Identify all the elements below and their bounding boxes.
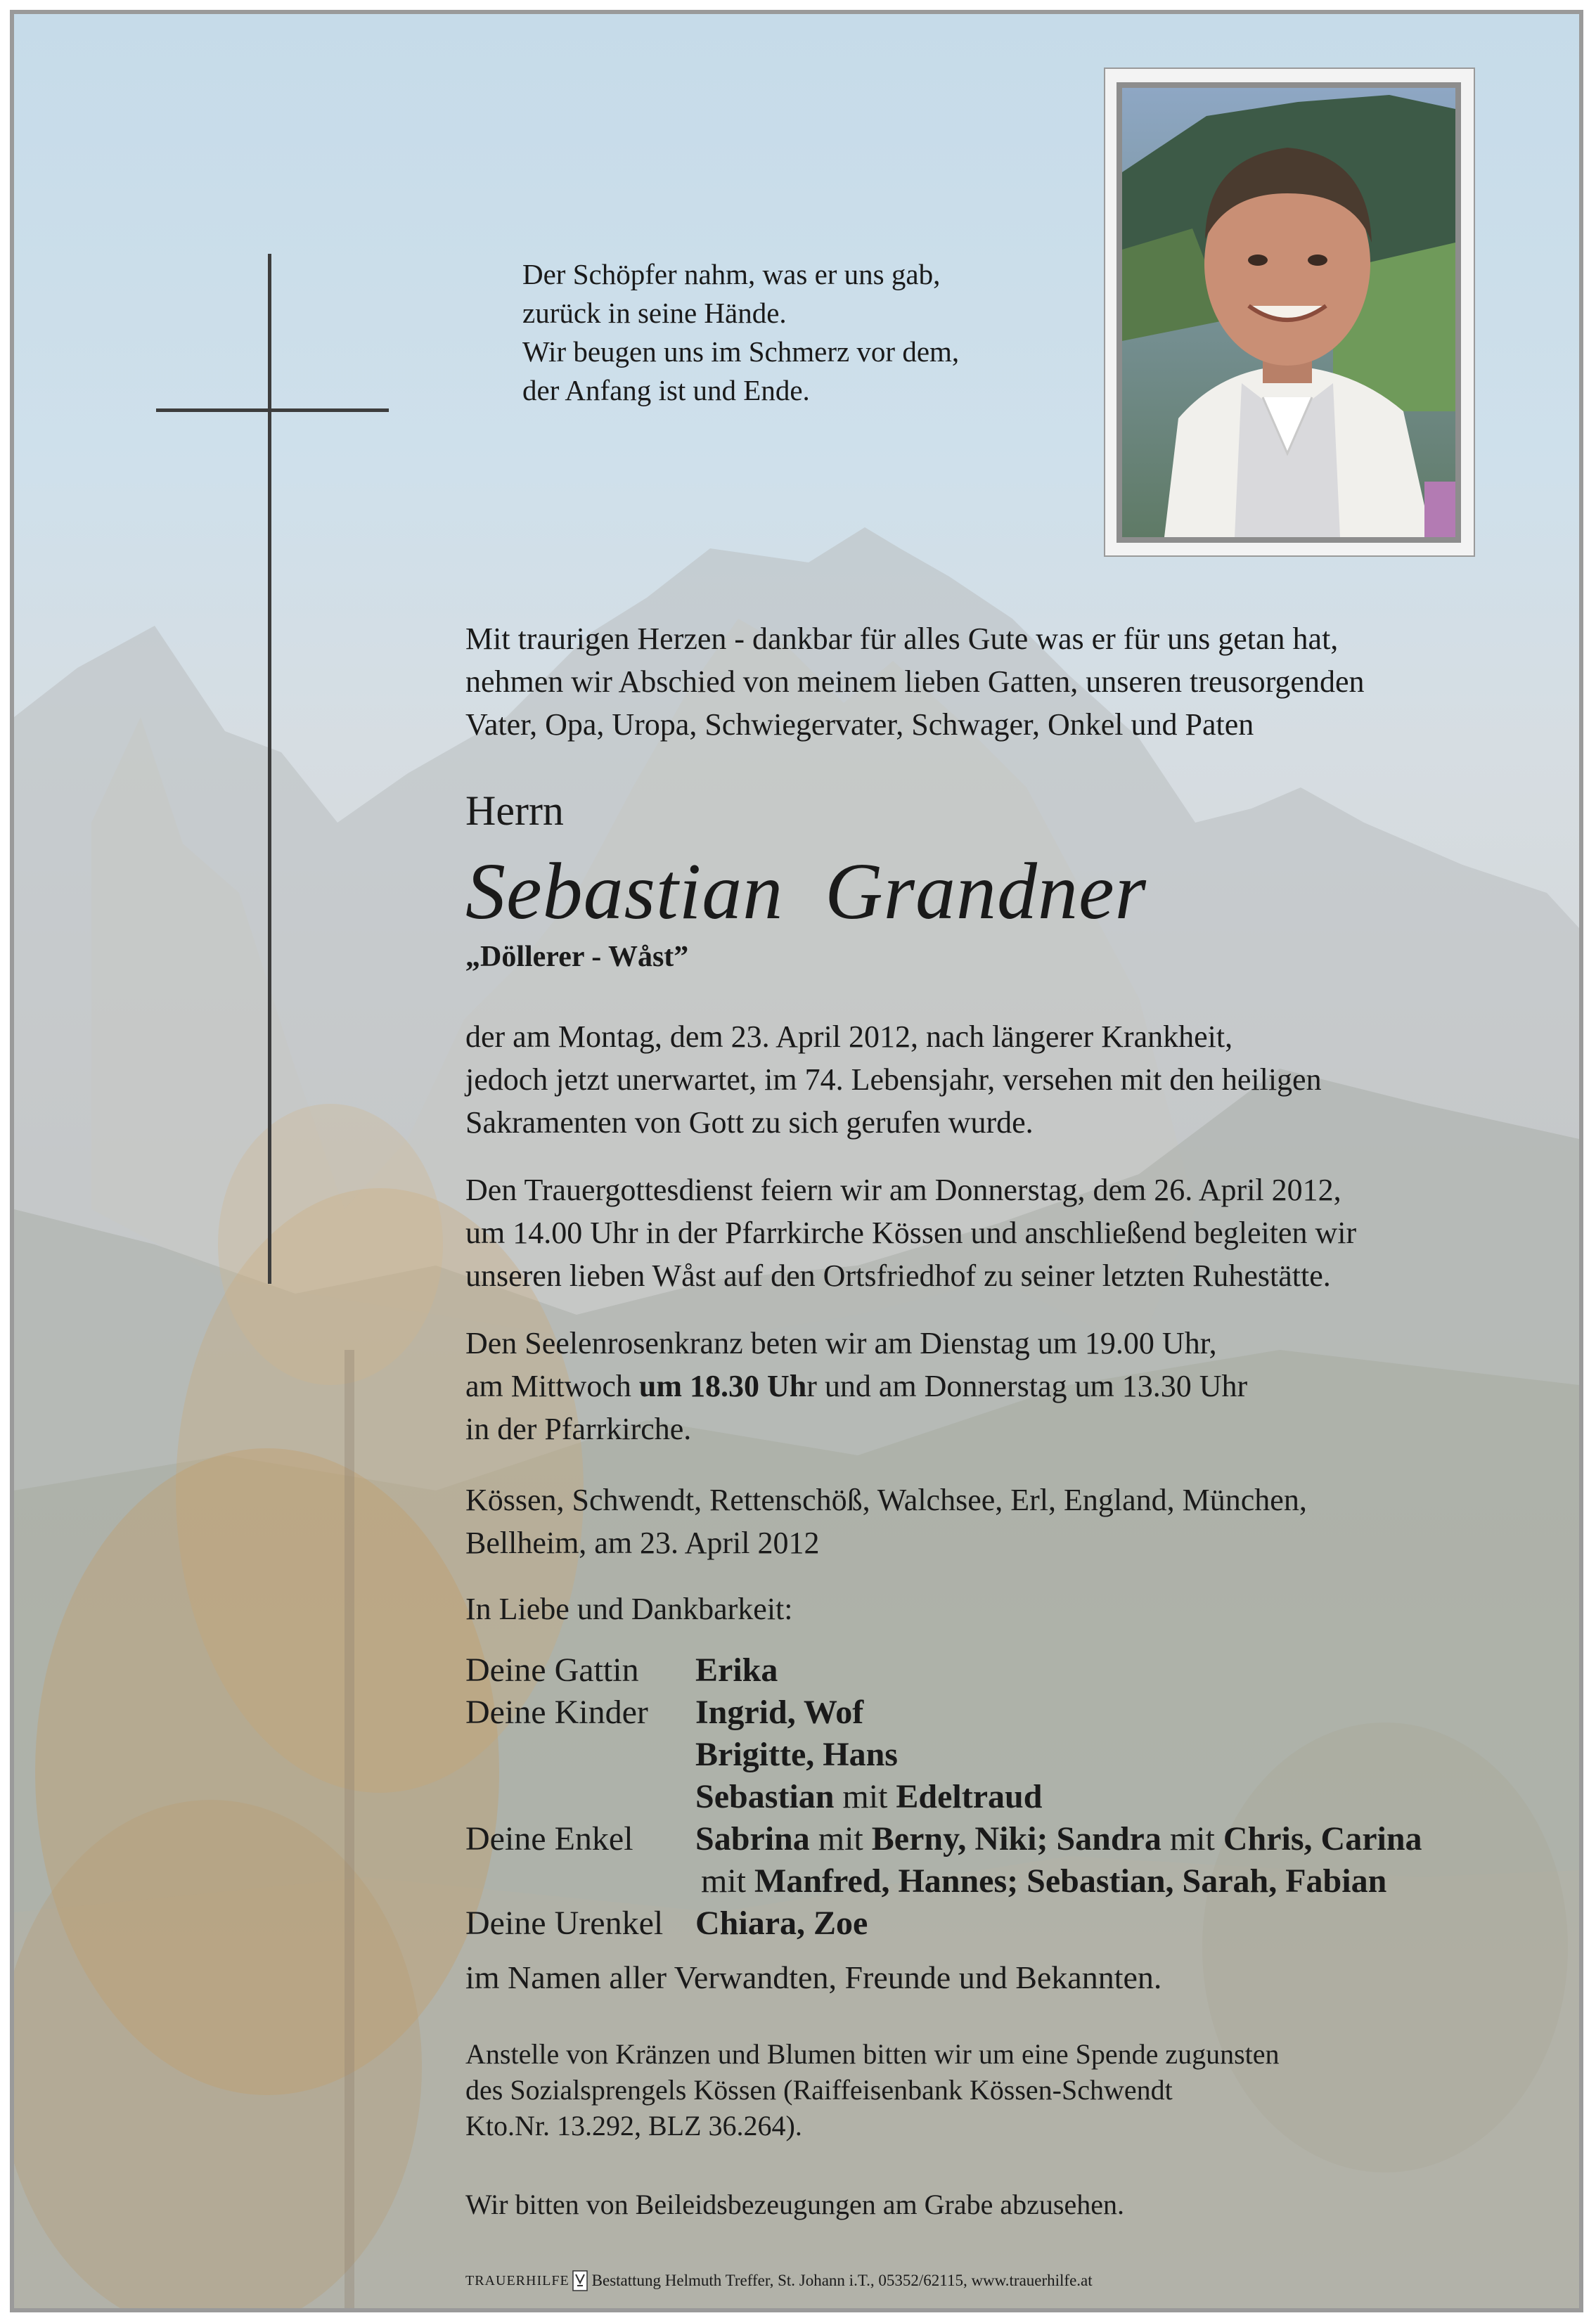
places-paragraph	[465, 1479, 1307, 1564]
intro-line: Vater, Opa, Uropa, Schwiegervater, Schwager, Onkel und Paten	[465, 707, 1254, 742]
rosary-line: in der Pfarrkirche.	[465, 1412, 692, 1446]
portrait-photo	[1116, 82, 1461, 543]
grandchild-names: Chris, Carina	[1223, 1820, 1422, 1857]
child-names: Ingrid, Wof	[695, 1694, 864, 1731]
intro-line: Mit traurigen Herzen - dankbar für alles Gute was er für uns getan hat,	[465, 622, 1339, 656]
funeral-line: unseren lieben Wåst auf den Ortsfriedhof zu seiner letzten Ruhestätte.	[465, 1258, 1331, 1293]
footer-brand: TRAUERHILFE	[465, 2273, 569, 2288]
donation-line: Anstelle von Kränzen und Blumen bitten wir um eine Spende zugunsten	[465, 2038, 1280, 2070]
donation-line: des Sozialsprengels Kössen (Raiffeisenbank Kössen-Schwendt	[465, 2074, 1173, 2106]
footer-text: Bestattung Helmuth Treffer, St. Johann i.T., 05352/62115, www.trauerhilfe.at	[591, 2272, 1093, 2289]
condolence-note: Wir bitten von Beileidsbezeugungen am Grabe abzusehen.	[465, 2189, 1124, 2220]
grandchild-names: Manfred, Hannes; Sebastian, Sarah, Fabian	[754, 1862, 1387, 1900]
child-names: Sebastian	[695, 1778, 835, 1815]
family-label: Deine Kinder	[465, 1694, 648, 1731]
great-grandchild-names: Chiara, Zoe	[695, 1905, 868, 1942]
trauerhilfe-logo-icon	[572, 2270, 588, 2291]
rosary-text: am Mittwoch	[465, 1369, 639, 1403]
connector-text: mit	[1161, 1820, 1223, 1857]
deceased-name: Sebastian Grandner	[465, 846, 1147, 936]
places-line: Bellheim, am 23. April 2012	[465, 1526, 820, 1560]
family-label: Deine Enkel	[465, 1820, 633, 1857]
undertaker-footer	[465, 2270, 1093, 2291]
connector-text: mit	[809, 1820, 872, 1857]
funeral-line: Den Trauergottesdienst feiern wir am Donnerstag, dem 26. April 2012,	[465, 1173, 1341, 1207]
funeral-paragraph	[465, 1168, 1356, 1297]
family-names	[695, 1692, 863, 1734]
quote-line: Der Schöpfer nahm, was er uns gab,	[522, 258, 941, 290]
funeral-line: um 14.00 Uhr in der Pfarrkirche Kössen und anschließend begleiten wir	[465, 1216, 1357, 1250]
family-names	[695, 1902, 868, 1945]
portrait-image	[1122, 88, 1455, 537]
deceased-nickname: „Döllerer - Wåst”	[465, 941, 689, 973]
partner-name: Edeltraud	[896, 1778, 1043, 1815]
rosary-paragraph	[465, 1322, 1247, 1450]
wife-name: Erika	[695, 1651, 778, 1689]
memorial-quote	[522, 255, 959, 410]
grandchild-names: Berny, Niki; Sandra	[871, 1820, 1161, 1857]
intro-line: nehmen wir Abschied von meinem lieben Gatten, unseren treusorgenden	[465, 664, 1365, 699]
grandchild-names: Sabrina	[695, 1820, 810, 1857]
salutation: Herrn	[465, 787, 564, 834]
family-label: Deine Gattin	[465, 1651, 639, 1689]
family-names	[695, 1818, 1422, 1860]
family-label: Deine Urenkel	[465, 1905, 664, 1942]
quote-line: Wir beugen uns im Schmerz vor dem,	[522, 335, 960, 368]
donation-line: Kto.Nr. 13.292, BLZ 36.264).	[465, 2110, 802, 2142]
connector-text: mit	[701, 1862, 755, 1900]
quote-line: der Anfang ist und Ende.	[522, 374, 810, 406]
rosary-line	[465, 1365, 1247, 1408]
family-names	[695, 1734, 898, 1776]
death-notice-paragraph	[465, 1015, 1322, 1144]
rosary-line: Den Seelenrosenkranz beten wir am Dienstag um 19.00 Uhr,	[465, 1326, 1217, 1360]
intro-paragraph	[465, 617, 1365, 746]
child-names: Brigitte, Hans	[695, 1736, 898, 1773]
death-notice-line: der am Montag, dem 23. April 2012, nach längerer Krankheit,	[465, 1019, 1233, 1054]
places-line: Kössen, Schwendt, Rettenschöß, Walchsee, Erl, England, München,	[465, 1483, 1307, 1517]
family-names	[695, 1776, 1042, 1818]
closing-line: im Namen aller Verwandten, Freunde und Bekannten.	[465, 1959, 1162, 1995]
death-notice-line: Sakramenten von Gott zu sich gerufen wurde.	[465, 1105, 1034, 1140]
rosary-bold-time: um 18.30 Uh	[638, 1369, 807, 1403]
family-names	[695, 1649, 778, 1692]
rosary-text: r und am Donnerstag um 13.30 Uhr	[806, 1369, 1248, 1403]
signoff: In Liebe und Dankbarkeit:	[465, 1592, 793, 1626]
quote-line: zurück in seine Hände.	[522, 297, 787, 329]
donation-paragraph	[465, 2036, 1280, 2144]
connector-text: mit	[834, 1778, 896, 1815]
family-names	[701, 1860, 1386, 1902]
cross-horizontal-bar	[156, 408, 389, 412]
death-notice-line: jedoch jetzt unerwartet, im 74. Lebensjahr, versehen mit den heiligen	[465, 1062, 1322, 1097]
